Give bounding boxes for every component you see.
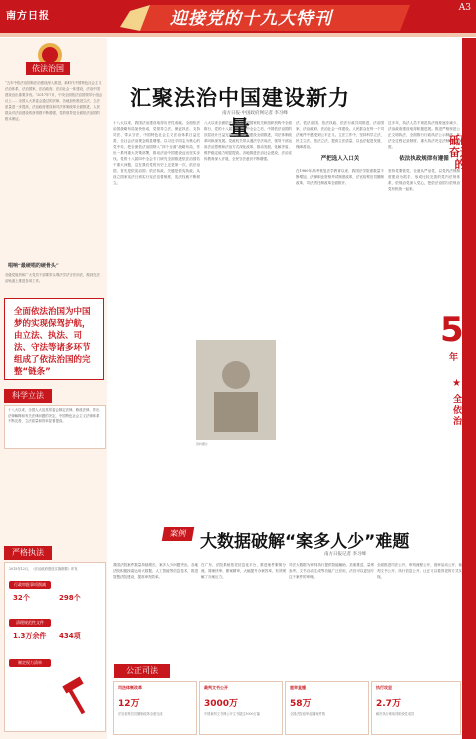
- stat-card-value: 12万: [118, 699, 140, 709]
- year-label: 年: [449, 353, 459, 363]
- photo-caption: 资料图片: [196, 442, 209, 446]
- stat-card: [113, 681, 197, 735]
- section-tag-law-enforcement: 严格执法: [4, 546, 52, 560]
- five-years-number: 5: [440, 310, 464, 350]
- newspaper-logo: 南方日报: [6, 11, 50, 22]
- article-headline: 汇聚法治中国建设新力量: [130, 86, 350, 140]
- enforcement-note: 2015年12月，《法治政府建设实施纲要》印发: [9, 567, 78, 571]
- enforcement-value: 1.3万余件: [13, 632, 47, 640]
- case-column-1: 我国法院案件数量持续增长，案多人少问题突出。各地法院积极探索运用大数据、人工智能等信息技术，推进智慧法院建设，提高审判效率。: [113, 563, 198, 579]
- section-tag-justice: 公正司法: [114, 664, 170, 678]
- column-3-subheading: 严把选人入口关: [320, 156, 360, 162]
- case-column-2: 在广东，法院系统依托信息化平台，推进案件繁简分流，简案快审、繁案精审，大幅提升办案效率，有效缓解了办案压力。: [201, 563, 286, 579]
- stat-card: [199, 681, 283, 735]
- stat-card-title: 执行攻坚: [376, 685, 392, 690]
- star-icon: ★: [452, 378, 461, 389]
- article-photo: [196, 340, 276, 440]
- case-byline: 南方日报记者 李习峰: [324, 552, 366, 557]
- enforcement-value: 32个: [13, 594, 30, 602]
- case-column-4: 全面推进司法公开，审判流程公开、庭审活动公开、裁判文书公开、执行信息公开，让正义以看得见的方式实现。: [377, 563, 462, 579]
- article-column-2: 八大以来全面依法治国，全国国家机关和组织机构中全面推行，党的十八届三中、四中全会之后，中国依法治国的顶层设计日益完善，法治政府建设全面推进，司法体制改革向纵深发展。党政机关带头遵法守法用法，领导干部运用法治思维和法治方式深化改革、推动发展、化解矛盾、维护稳定能力明显提高。各地推进法治社会建设，法治宣传教育深入开展，全民守法意识不断增强。: [204, 121, 292, 161]
- column-3-text-2: 在1980年高考恢复法学教育以来，我国法学院系数量不断增加，法律职业资格考试制度改革，法官检察官员额制改革，司法责任制改革全面推开。: [296, 169, 384, 185]
- special-issue-title: 迎接党的十九大特刊: [170, 9, 332, 29]
- column-4-text: 过多年，执法人员不规范执法现象逐步减少，法治政府建设取得积极进展。推进严格规范公正文明执法，全面推行行政执法公示制度、执法全过程记录制度、重大执法决定法制审核制度。: [388, 121, 460, 149]
- enforcement-infographic: [4, 562, 106, 732]
- pull-quote: 全面依法治国为中国梦的实现保驾护航，由立法、执法、司法、守法等诸多环节组成了依法治国的完整“链条”: [14, 307, 91, 377]
- page-number: A3: [458, 3, 471, 13]
- left-body-text-2: 各级党组织和广大党员干部要带头尊法学法守法用法，做到在法治轨道上推进各项工作。: [5, 273, 100, 283]
- article-byline: 南方日报·中国政府网记者 李习峰: [222, 111, 288, 116]
- article-column-3: [296, 120, 384, 515]
- stat-card-text: 全国法院庭审直播案件数: [290, 712, 326, 716]
- article-column-1: 十八大以来，我国法治建设取得历史性成就。全面依法治国战略布局加快形成，党领导立法、保证执法、支持司法、带头守法，中国特色社会主义法治体系日益完善，全社会法治观念明显增强。以习近平同志为核心的党中央，把全面依法治国纳入“四个全面”战略布局，作出一系列重大决策部署，推动法治中国建设迈出坚实步伐。党的十八届四中全会专门研究全面推进依法治国若干重大问题，这在我们党的历史上还是第一次。依法治国，首先是依宪治国；依法执政，关键是依宪执政。从设立国家宪法日到实行宪法宣誓制度，宪法权威不断树立。: [113, 121, 200, 185]
- header-underline: [0, 33, 476, 37]
- case-column-3: 司法大数据为审判执行提供智能辅助，类案推送、量刑参考、文书自动生成等功能广泛应用，法官可以更加专注于案件的审理。: [289, 563, 374, 579]
- left-body-text: “五年中依法治国和法治建设深入推进，新时代中国特色社会主义法治体系、法治国家、法治政府、法治社会一体建设，法治中国建设迈出重要步伐。”2017年7月，中央全面依法治国领导小组会议上……全国人大常委会通过的法律，各地加快推进立法，立法质量进一步提高，法治政府建设和司法体制改革全面推进，人民群众对法治建设的获得感不断增强，党的领导是全面依法治国的根本保证。: [5, 81, 103, 121]
- enforcement-pill: 行政审批事项削减: [9, 581, 51, 589]
- stat-card-text: 解决执行难取得阶段性成效: [376, 712, 415, 716]
- stat-card-title: 裁判文书公开: [204, 685, 228, 690]
- stat-card-text: 法官检察官员额制改革全面完成: [118, 712, 163, 716]
- enforcement-value: 298个: [59, 594, 81, 602]
- photo-placeholder-icon: [196, 340, 276, 440]
- stat-card-title: 庭审直播: [290, 685, 306, 690]
- stat-card-value: 3000万: [204, 699, 239, 709]
- stat-card-title: 司法体制改革: [118, 685, 142, 690]
- case-tag: 案例: [162, 527, 194, 541]
- left-subheading: 唱响“最硬唱的硬骨头”: [8, 263, 59, 269]
- column-3-text: 法，依法治国、依法执政、依法行政共同推进，法治国家、法治政府、法治社会一体建设。人民群众在每一个司法案件中感受到公平正义。立法工作中，坚持科学立法、民主立法、依法立法，提高立法质量，以良法促进发展、保障善治。: [296, 121, 384, 149]
- case-headline: 大数据破解“案多人少”难题: [200, 532, 410, 552]
- column-4-text-2: 坚持党要管党、全面从严治党，以党内法规制度建设为抓手，形成比较完善的党内法规体系，依规治党深入党心，把依法治国与依规治党有机统一起来。: [388, 169, 460, 191]
- section-tag-legislation: 科学立法: [4, 389, 52, 403]
- gavel-icon: [55, 673, 101, 723]
- stat-card-value: 58万: [290, 699, 312, 709]
- section-tag-rule-of-law: 依法治国: [26, 62, 70, 75]
- column-4-subheading: 依法执政规律有遵循: [399, 156, 449, 162]
- side-slogan: 砥砺奋进的: [449, 134, 471, 171]
- stat-card-text: 中国裁判文书网公开文书超过3000万篇: [204, 712, 260, 716]
- enforcement-pill: 制定权力清单: [9, 659, 51, 667]
- side-section-label: 全面依法治国: [452, 395, 471, 427]
- stat-card: [371, 681, 461, 735]
- enforcement-pill: 清理规范性文件: [9, 619, 51, 627]
- legislation-text: 十八大以来，全国人大及其常委会制定法律、修改法律、作出法律解释和有关法律问题的决定，中国特色社会主义法律体系不断完善，立法质量和效率显著提高。: [8, 408, 100, 423]
- enforcement-value: 434项: [59, 632, 81, 640]
- stat-card-value: 2.7万: [376, 699, 401, 709]
- stat-card: [285, 681, 369, 735]
